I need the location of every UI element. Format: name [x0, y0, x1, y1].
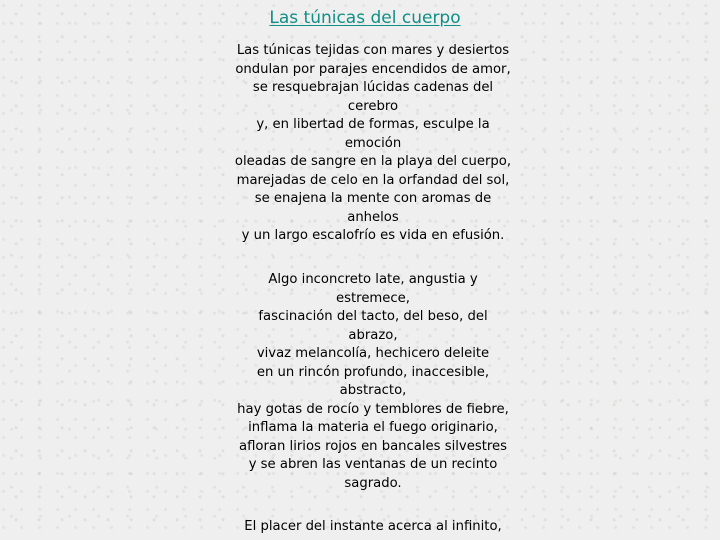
poem-line: anhelos: [347, 209, 399, 225]
poem-line: hay gotas de rocío y temblores de fiebre,: [237, 401, 509, 417]
poem-line: y un largo escalofrío es vida en efusión.: [241, 228, 505, 243]
poem-line: abstracto,: [339, 383, 407, 398]
poem-line: inflama la materia el fuego originario,: [248, 420, 498, 435]
poem-line: Las túnicas tejidas con mares y desiertos: [236, 43, 510, 58]
poem-line: ondulan por parajes encendidos de amor,: [235, 61, 511, 77]
poem-title: Las túnicas del cuerpo: [269, 8, 461, 28]
poem-line: oleadas de sangre en la playa del cuerpo,: [234, 154, 512, 169]
poem-line: cerebro: [347, 98, 399, 114]
poem-line: afloran lirios rojos en bancales silvestres: [239, 438, 507, 454]
poem-line: y se abren las ventanas de un recinto: [248, 457, 498, 472]
poem-line: Algo inconcreto late, angustia y: [268, 272, 478, 287]
poem-line: estremece,: [336, 290, 410, 306]
poem-line: vivaz melancolía, hechicero deleite: [256, 346, 490, 361]
poem-line: se enajena la mente con aromas de: [254, 191, 492, 206]
stanza-2: [220, 271, 526, 493]
poem-line: marejadas de celo en la orfandad del sol,: [236, 172, 510, 188]
poem-line: fascinación del tacto, del beso, del: [258, 309, 488, 324]
poem-line: se resquebrajan lúcidas cadenas del: [252, 80, 494, 95]
poem-line: emoción: [344, 135, 402, 151]
poem-line: en un rincón profundo, inaccesible,: [256, 364, 490, 380]
poem-line: y, en libertad de formas, esculpe la: [256, 117, 490, 132]
poem-line: El placer del instante acerca al infinito,: [244, 519, 502, 534]
stanza-3: [220, 518, 526, 537]
stanza-1: [220, 42, 526, 246]
poem-line: abrazo,: [348, 327, 398, 343]
poem-line: sagrado.: [344, 475, 402, 491]
